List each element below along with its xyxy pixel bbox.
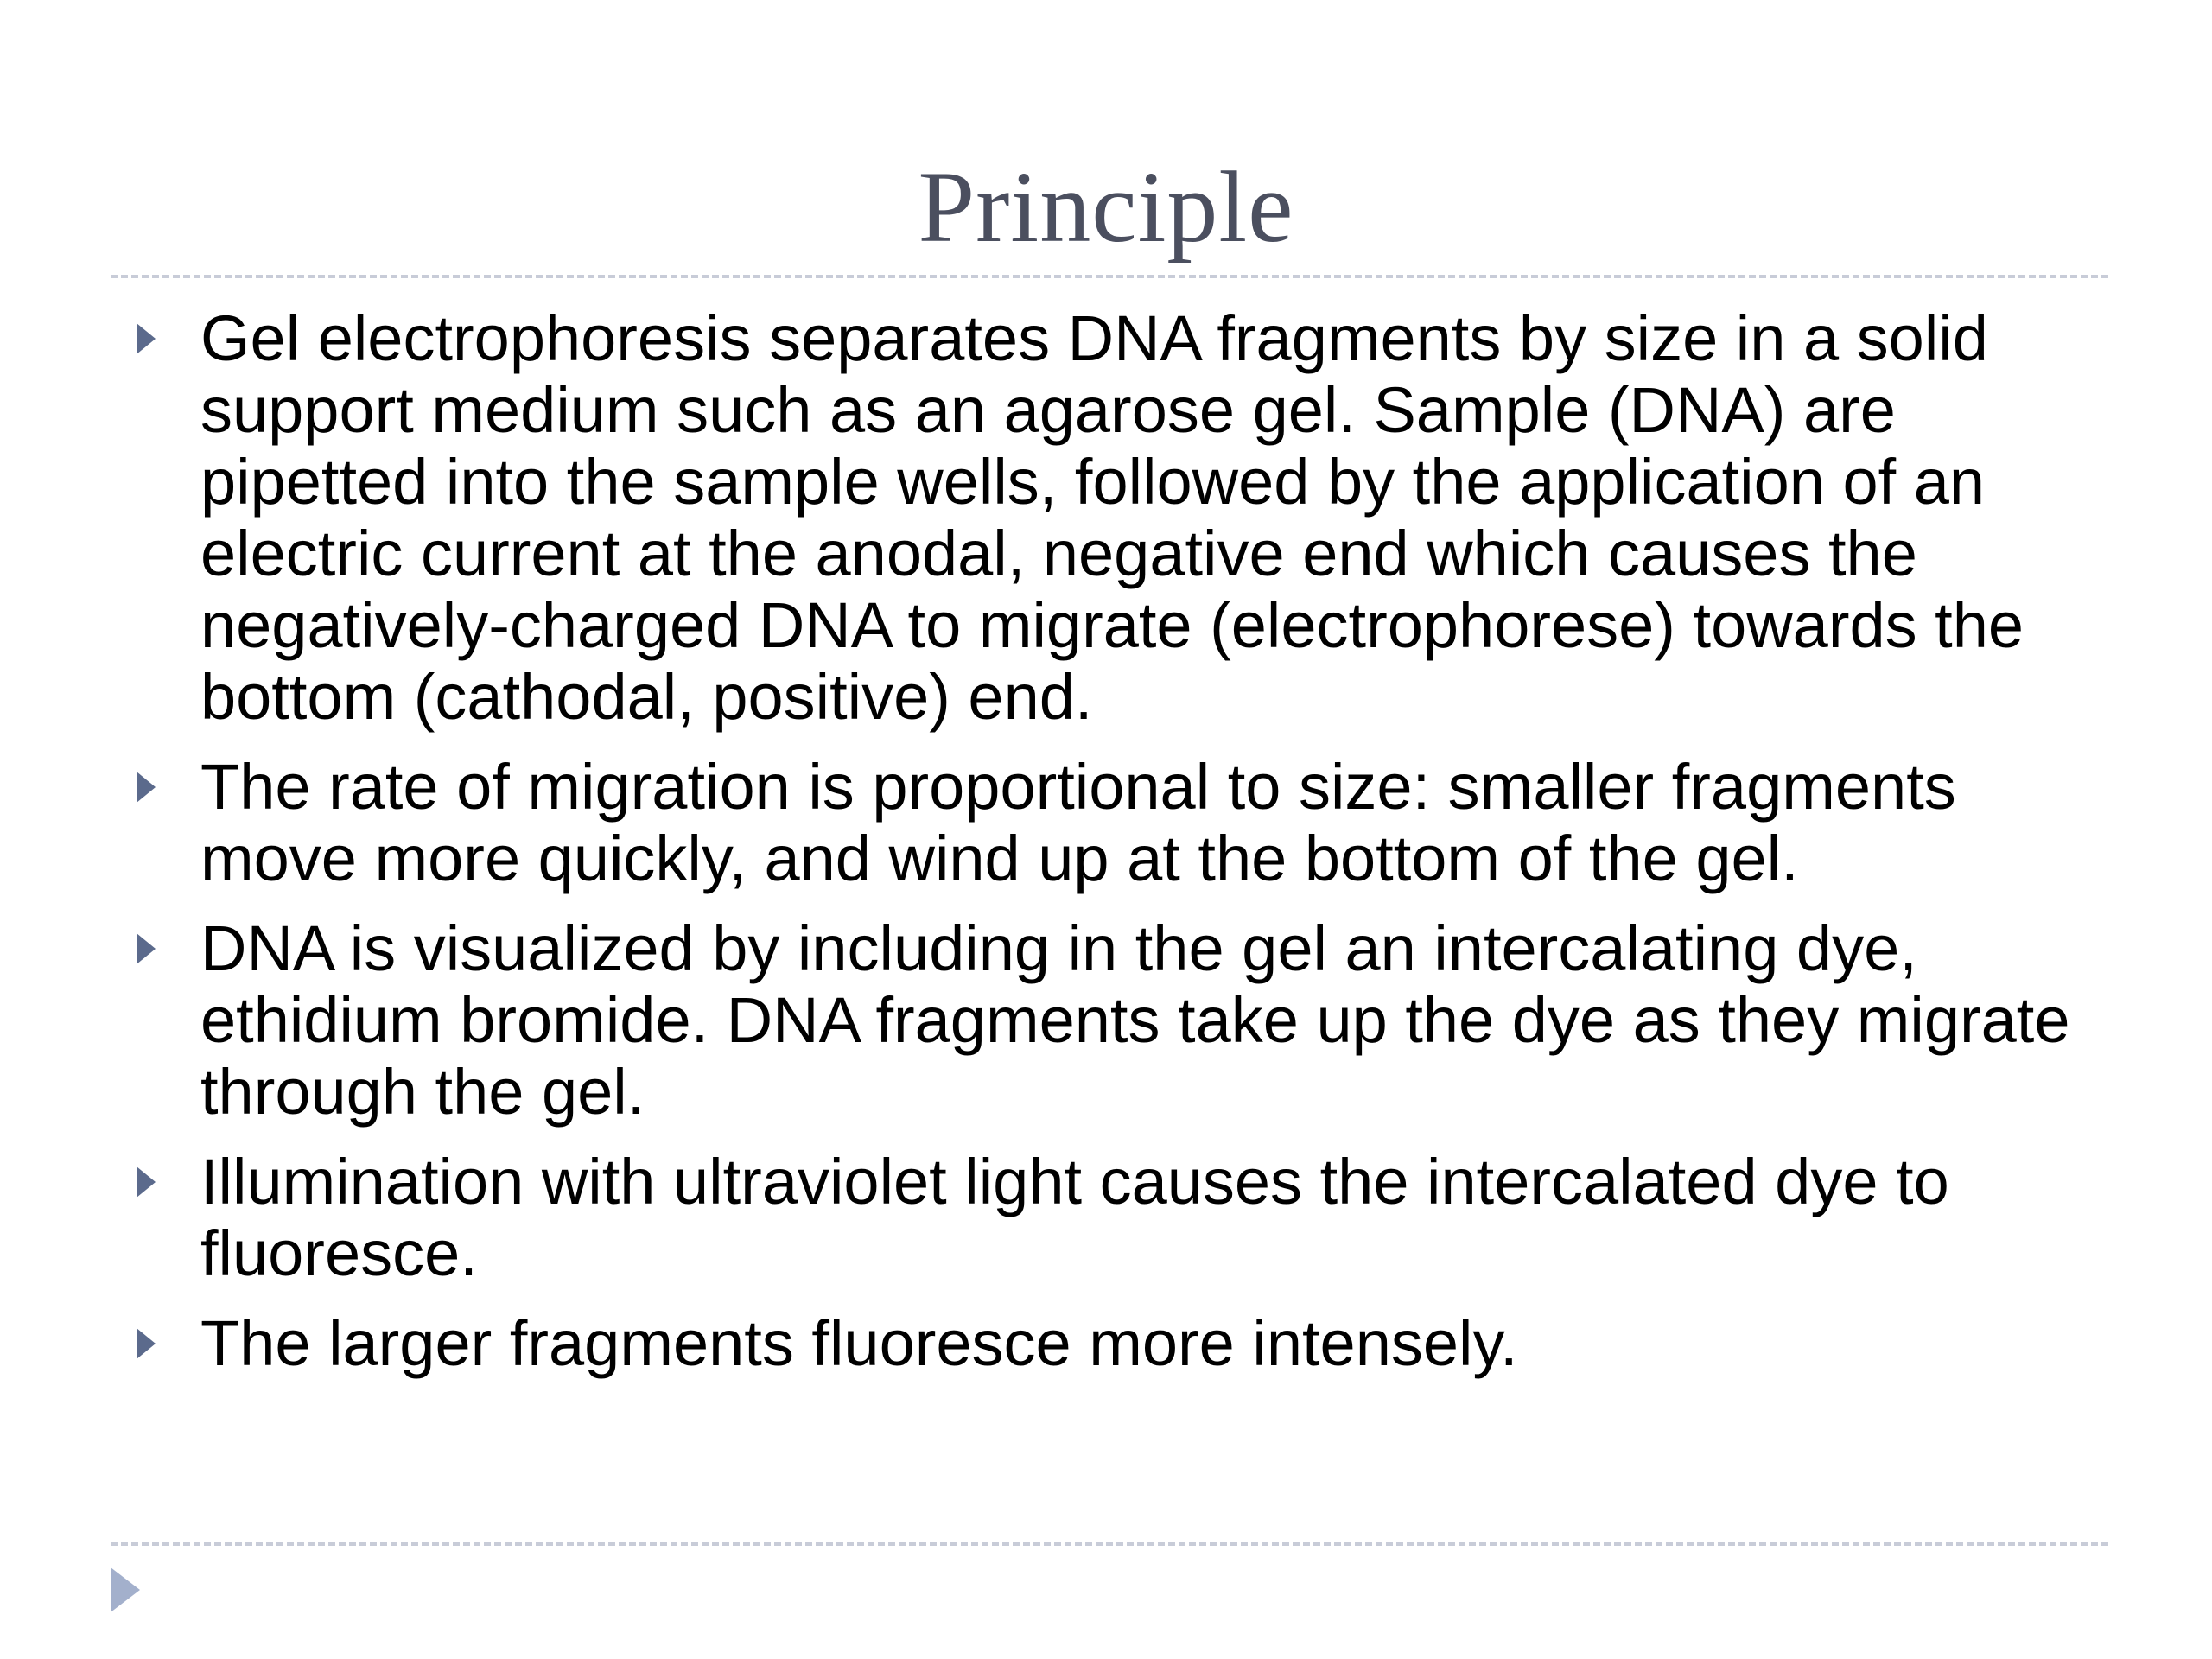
bullet-triangle-icon: [137, 1166, 156, 1198]
bullet-item: [0, 751, 2119, 894]
bullet-text: The rate of migration is proportional to size: smaller fragments move more quickly, and wind up at the bottom of the gel.: [200, 751, 1956, 894]
bullet-item: [0, 1307, 2119, 1379]
bullet-triangle-icon: [137, 323, 156, 354]
title-divider: [111, 275, 2108, 278]
footer-triangle-icon: [111, 1567, 140, 1612]
footer-divider: [111, 1542, 2108, 1546]
bullet-text: The larger fragments fluoresce more intensely.: [200, 1307, 1518, 1379]
bullet-item: [0, 1146, 2119, 1289]
bullet-item: [0, 302, 2119, 733]
bullet-triangle-icon: [137, 933, 156, 964]
bullet-triangle-icon: [137, 1328, 156, 1359]
bullet-text: DNA is visualized by including in the gel an intercalating dye, ethidium bromide. DNA fragments take up the dye as they migrate through the gel.: [200, 912, 2070, 1128]
bullet-item: [0, 912, 2119, 1128]
bullet-text: Gel electrophoresis separates DNA fragments by size in a solid support medium such as an agarose gel. Sample (DNA) are pipetted into the sample wells, followed by the application of an electric current at the anodal, negative end which causes the negatively-charged DNA to migrate (electrophorese) towards the bottom (cathodal, positive) end.: [200, 302, 2024, 733]
slide-title: Principle: [918, 150, 1294, 264]
bullet-triangle-icon: [137, 772, 156, 803]
bullet-text: Illumination with ultraviolet light causes the intercalated dye to fluoresce.: [200, 1146, 1949, 1289]
bullet-list: [0, 302, 2212, 1397]
